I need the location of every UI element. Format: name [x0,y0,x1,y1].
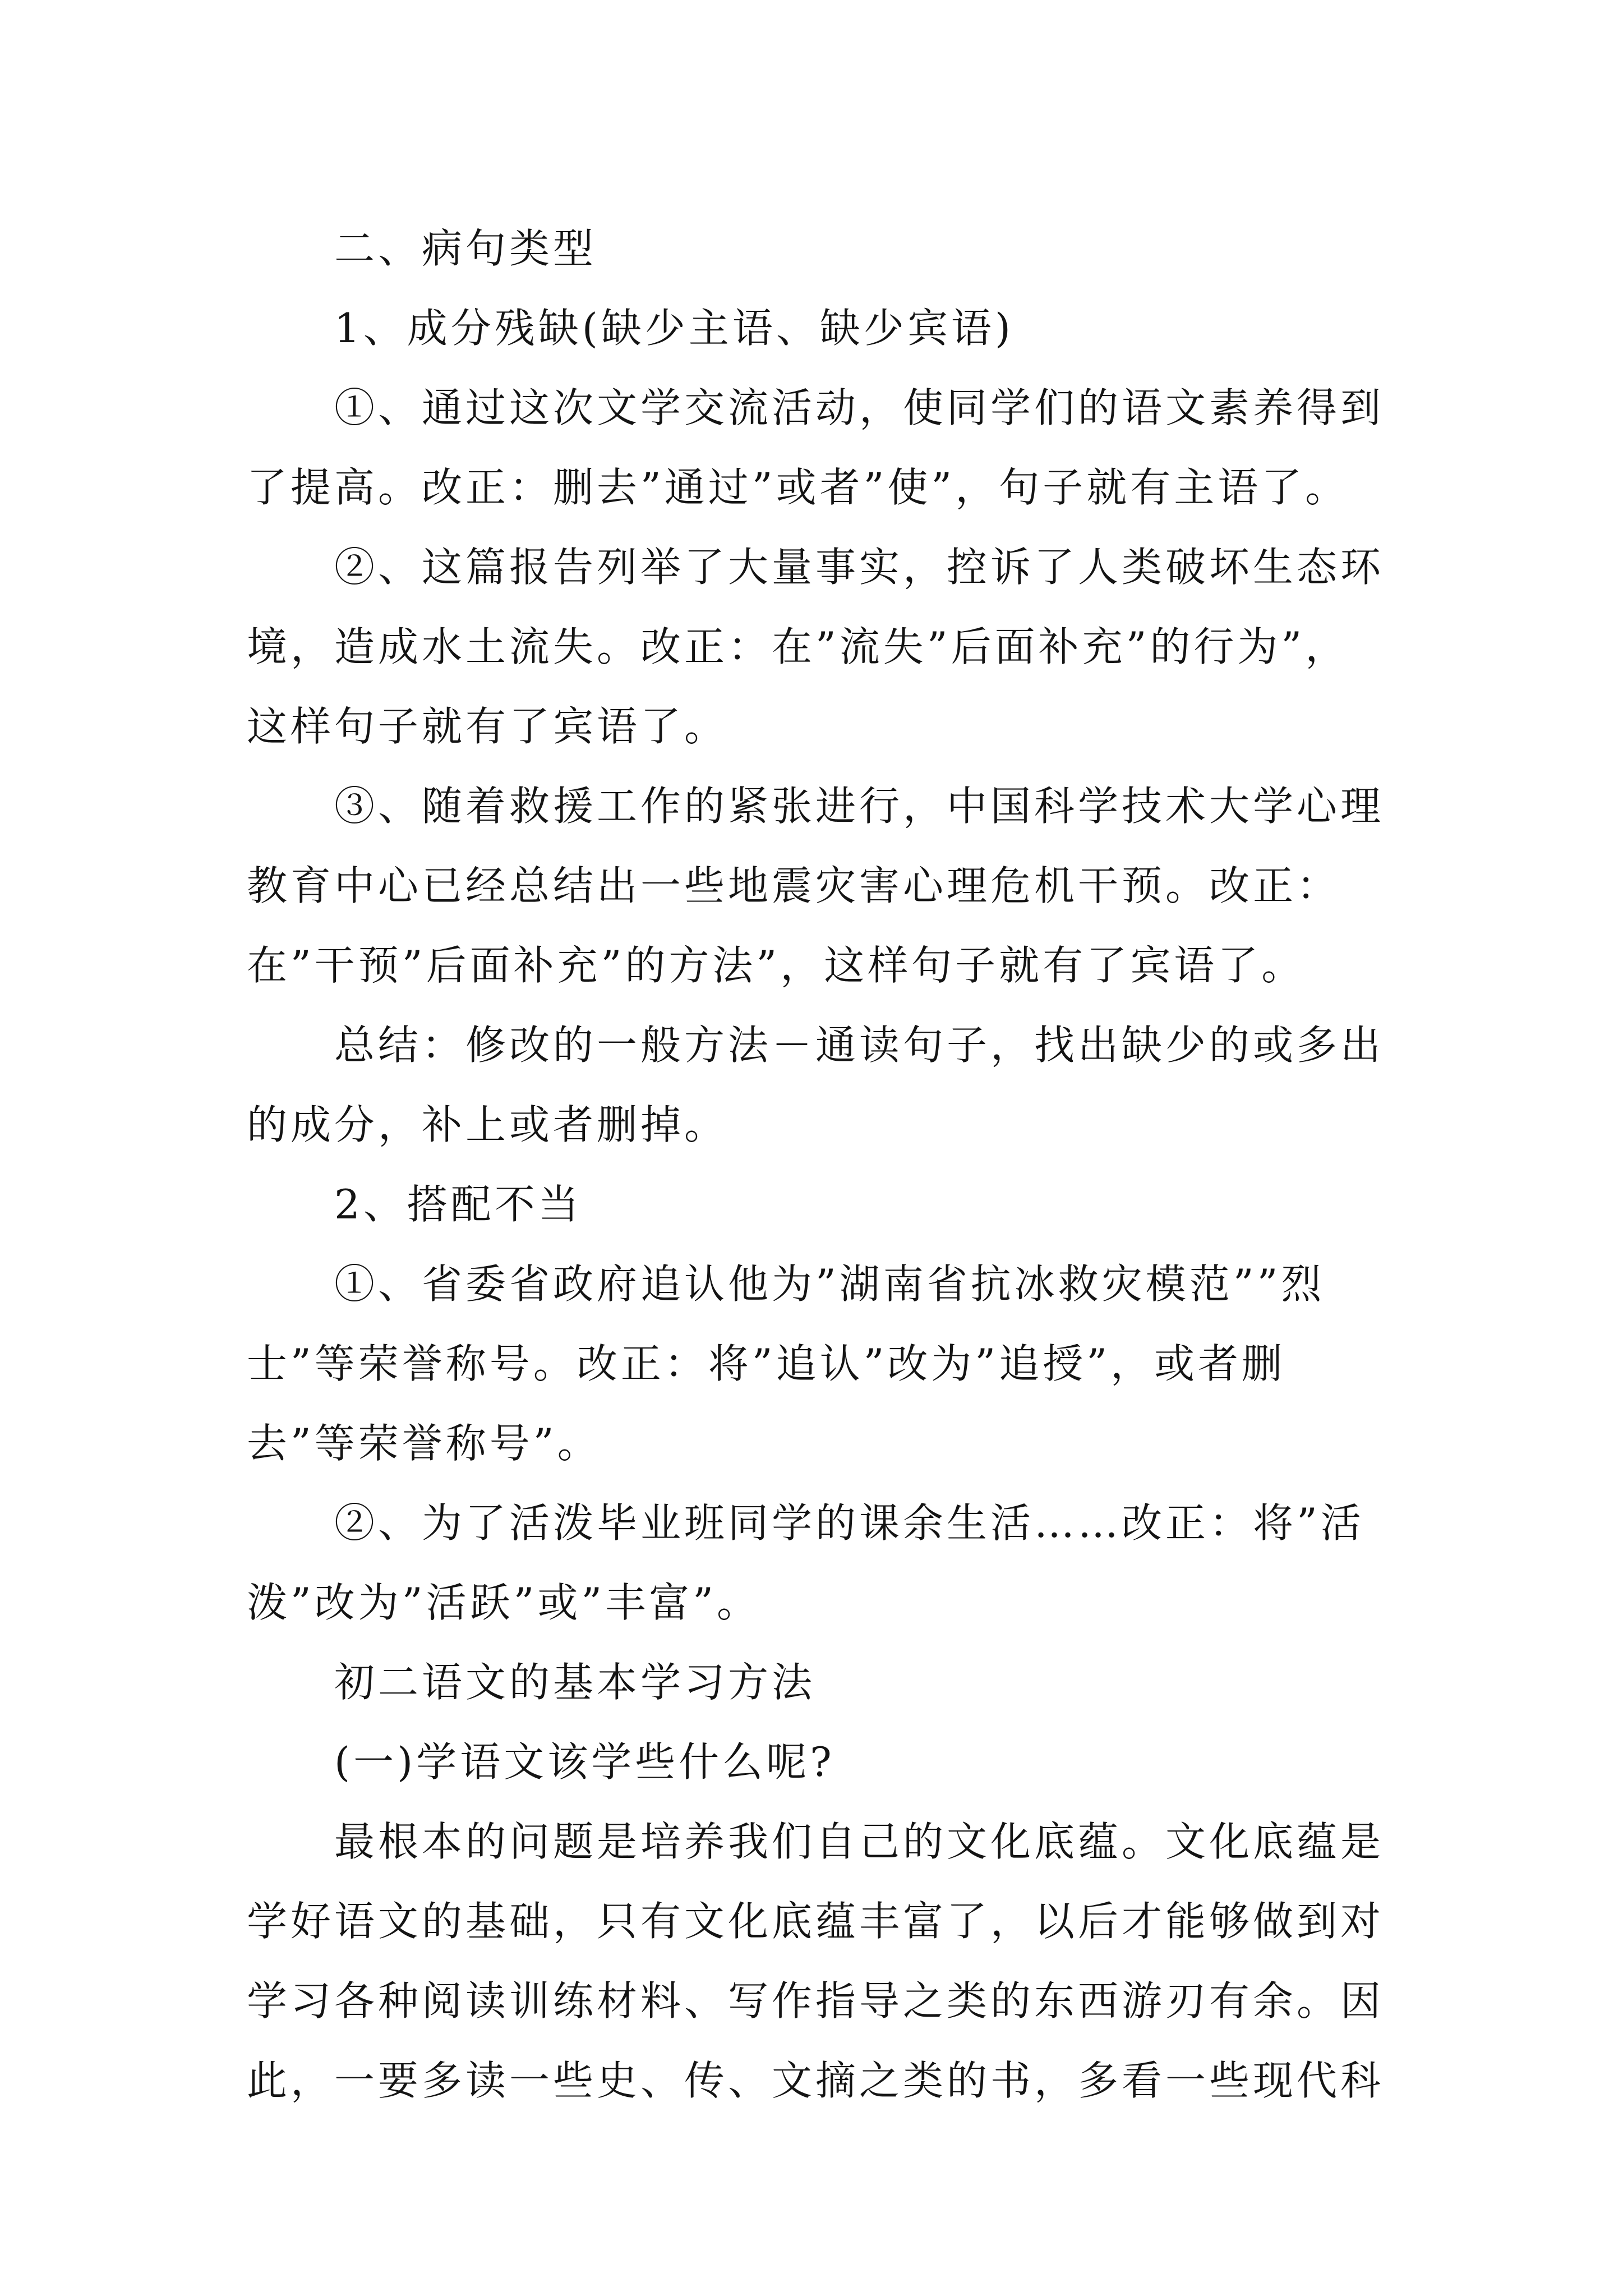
subsection-heading: (一)学语文该学些什么呢? [334,1738,835,1786]
example-paragraph: ③、随着救援工作的紧张进行，中国科学技术大学心理教育中心已经总结出一些地震灾害心理危机干预。改正：在”干预”后面补充”的方法”，这样句子就有了宾语了。 [247,783,1385,989]
body-paragraph: 最根本的问题是培养我们自己的文化底蕴。文化底蕴是学好语文的基础，只有文化底蕴丰富了，以后才能够做到对学习各种阅读训练材料、写作指导之类的东西游刃有余。因此，一要多读一些史、传、文摘之类的书，多看一些现代科 [247,1818,1385,2104]
example-paragraph: ①、省委省政府追认他为”湖南省抗冰救灾模范””烈士”等荣誉称号。改正：将”追认”改为”追授”，或者删去”等荣誉称号”。 [247,1260,1325,1467]
subsection-heading: 2、搭配不当 [334,1181,582,1228]
summary-paragraph: 总结：修改的一般方法－通读句子，找出缺少的或多出的成分，补上或者删掉。 [247,1022,1385,1148]
example-paragraph: ②、为了活泼毕业班同学的课余生活……改正：将”活泼”改为”活跃”或”丰富”。 [247,1499,1364,1626]
example-paragraph: ②、这篇报告列举了大量事实，控诉了人类破坏生态环境，造成水土流失。改正：在”流失”后面补充”的行为”，这样句子就有了宾语了。 [247,544,1385,750]
document-body [247,209,1386,2120]
subsection-heading: 1、成分残缺(缺少主语、缺少宾语) [334,305,1014,352]
example-paragraph: ①、通过这次文学交流活动，使同学们的语文素养得到了提高。改正：删去”通过”或者”使”，句子就有主语了。 [247,384,1385,511]
section-heading: 初二语文的基本学习方法 [334,1659,816,1706]
section-heading: 二、病句类型 [334,225,597,272]
